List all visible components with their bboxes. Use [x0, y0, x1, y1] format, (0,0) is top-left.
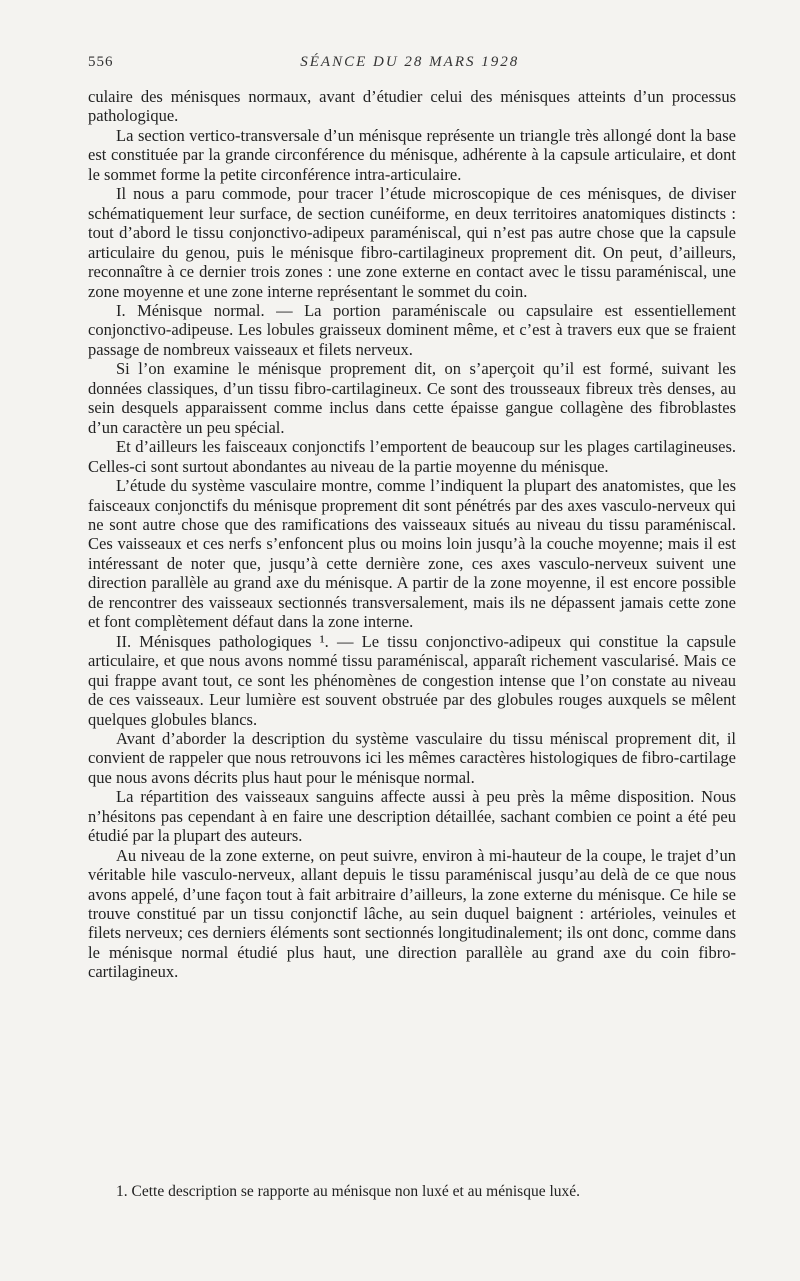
running-header	[88, 54, 736, 71]
paragraph: La section vertico-transversale d’un ménisque représente un triangle très allongé dont la base est constituée par la grande circonférence du ménisque, adhérente à la capsule articulaire, et dont le sommet forme la petite circonférence intra-articulaire.	[88, 125, 736, 184]
body-text	[88, 87, 736, 982]
running-title: SÉANCE DU 28 MARS 1928	[300, 54, 520, 70]
paragraph: Et d’ailleurs les faisceaux conjonctifs l’emportent de beaucoup sur les plages cartilagineuses. Celles-ci sont surtout abondantes au niveau de la partie moyenne du ménisque.	[88, 437, 736, 476]
paragraph: La répartition des vaisseaux sanguins affecte aussi à peu près la même disposition. Nous n’hésitons pas cependant à en faire une description détaillée, sachant combien ce point a été peu étudié par la plupart des auteurs.	[88, 787, 736, 846]
paragraph: Il nous a paru commode, pour tracer l’étude microscopique de ces ménisques, de diviser schématiquement leur surface, de section cunéiforme, en deux territoires anatomiques distincts : tout d’abord le tissu conjonctivo-adipeux paraméniscal, qui n’est pas autre chose que la capsule articulaire du genou, puis le ménisque fibro-cartilagineux proprement dit. On peut, d’ailleurs, reconnaître à ce dernier trois zones : une zone externe en contact avec le tissu paraméniscal, une zone moyenne et une zone interne représentant le sommet du coin.	[88, 184, 736, 301]
page-number: 556	[88, 54, 114, 70]
paragraph: I. Ménisque normal. — La portion paraméniscale ou capsulaire est essentiellement conjonctivo-adipeuse. Les lobules graisseux dominent même, et c’est à travers eux que se fraient passage de nombreux vaisseaux et filets nerveux.	[88, 300, 736, 359]
page	[88, 54, 736, 982]
paragraph: Si l’on examine le ménisque proprement dit, on s’aperçoit qu’il est formé, suivant les données classiques, d’un tissu fibro-cartilagineux. Ce sont des trousseaux fibreux très denses, au sein desquels apparaissent comme inclus dans cette épaisse gangue collagène des fibroblastes d’un caractère un peu spécial.	[88, 359, 736, 437]
footnote: 1. Cette description se rapporte au ménisque non luxé et au ménisque luxé.	[116, 1183, 581, 1200]
paragraph: Avant d’aborder la description du système vasculaire du tissu méniscal proprement dit, il convient de rappeler que nous retrouvons ici les mêmes caractères histologiques de fibro-cartilage que nous avons décrits plus haut pour le ménisque normal.	[88, 728, 736, 787]
paragraph: culaire des ménisques normaux, avant d’étudier celui des ménisques atteints d’un processus pathologique.	[88, 87, 736, 126]
paragraph: Au niveau de la zone externe, on peut suivre, environ à mi-hauteur de la coupe, le trajet d’un véritable hile vasculo-nerveux, allant depuis le tissu paraméniscal jusqu’au delà de ce que nous avons appelé, d’une façon tout à fait arbitraire d’ailleurs, la zone externe du ménisque. Ce hile se trouve constitué par un tissu conjonctif lâche, au sein duquel baignent : artérioles, veinules et filets nerveux; ces derniers éléments sont sectionnés longitudinalement; ils ont donc, comme dans le ménisque normal étudié plus haut, une direction parallèle au grand axe du coin fibro-cartilagineux.	[88, 845, 736, 982]
paragraph: II. Ménisques pathologiques ¹. — Le tissu conjonctivo-adipeux qui constitue la capsule articulaire, et que nous avons nommé tissu paraméniscal, apparaît richement vascularisé. Mais ce qui frappe avant tout, ce sont les phénomènes de congestion intense que l’on constate au niveau de ces vaisseaux. Leur lumière est souvent obstruée par des globules rouges auxquels se mêlent quelques globules blancs.	[88, 631, 736, 729]
paragraph: L’étude du système vasculaire montre, comme l’indiquent la plupart des anatomistes, que les faisceaux conjonctifs du ménisque proprement dit sont pénétrés par des axes vasculo-nerveux qui ne sont autre chose que des ramifications des vaisseaux situés au niveau du tissu paraméniscal. Ces vaisseaux et ces nerfs s’enfoncent plus ou moins loin jusqu’à la couche moyenne; mais il est intéressant de noter que, jusqu’à cette dernière zone, ces axes vasculo-nerveux suivent une direction parallèle au grand axe du ménisque. A partir de la zone moyenne, il est encore possible de rencontrer des vaisseaux sectionnés transversalement, mais ils ne dépassent jamais cette zone et font complètement défaut dans la zone interne.	[88, 476, 736, 632]
